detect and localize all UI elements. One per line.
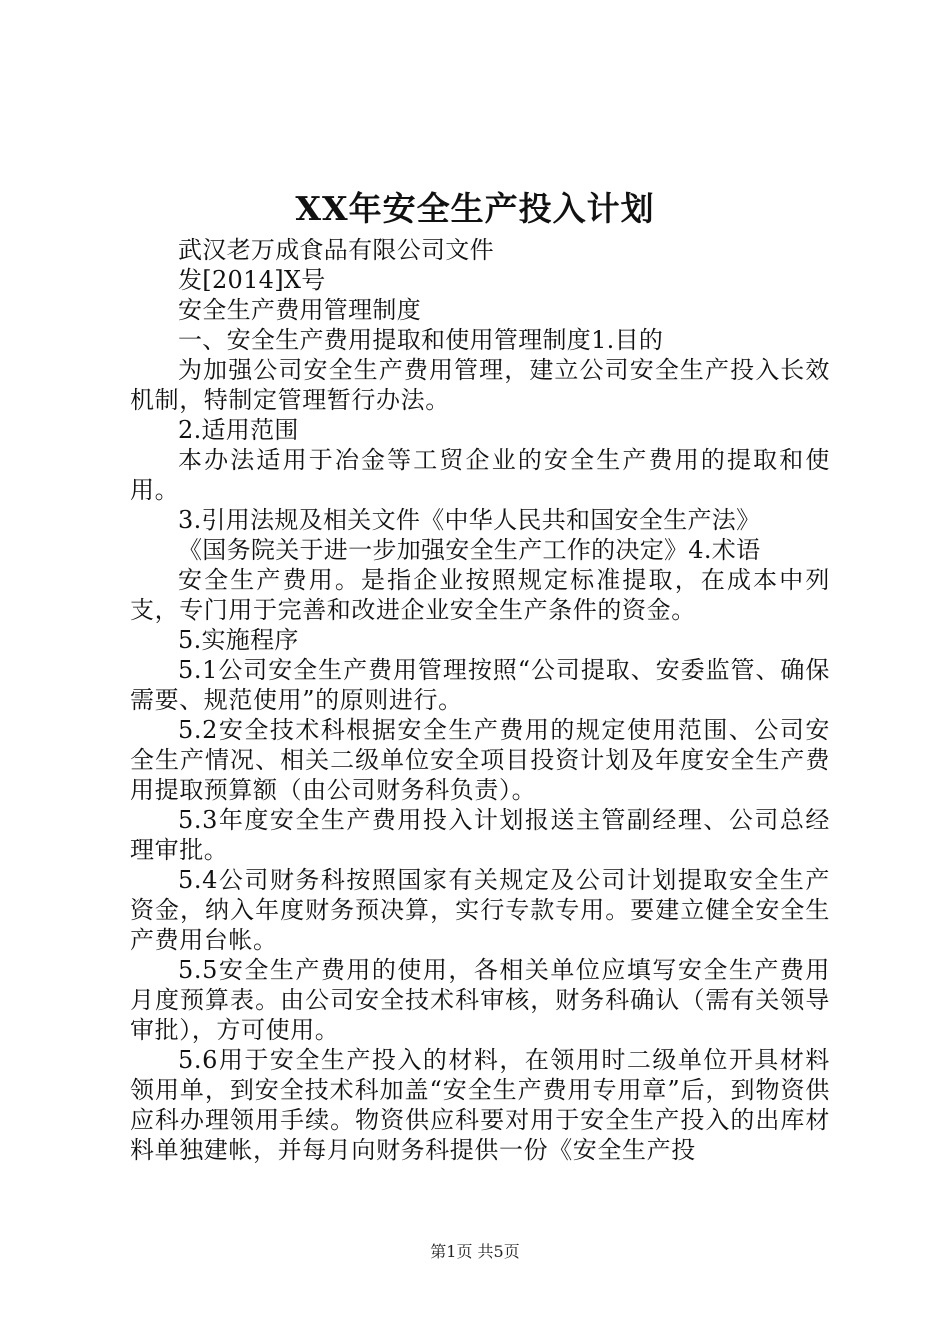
paragraph-5-3: 5.3年度安全生产费用投入计划报送主管副经理、公司总经理审批。 [130, 806, 830, 864]
paragraph-5-6: 5.6用于安全生产投入的材料，在领用时二级单位开具材料领用单，到安全技术科加盖“安全生产费用专用章”后，到物资供应科办理领用手续。物资供应科要对用于安全生产投入的出库材料单独建帐，并每月向财务科提供一份《安全生产投 [130, 1046, 830, 1164]
section-heading: 5.实施程序 [178, 626, 299, 654]
paragraph-purpose: 为加强公司安全生产费用管理，建立公司安全生产投入长效机制，特制定管理暂行办法。 [130, 356, 830, 414]
section-heading: 3.引用法规及相关文件《中华人民共和国安全生产法》 [178, 506, 761, 534]
paragraph-5-4: 5.4公司财务科按照国家有关规定及公司计划提取安全生产资金，纳入年度财务预决算，实行专款专用。要建立健全安全生产费用台帐。 [130, 866, 830, 954]
page-number: 第1页 共5页 [430, 1242, 520, 1261]
section-heading: 一、安全生产费用提取和使用管理制度1.目的 [178, 326, 664, 354]
document-body [130, 235, 830, 1165]
paragraph-5-1: 5.1公司安全生产费用管理按照“公司提取、安委监管、确保需要、规范使用”的原则进行。 [130, 656, 830, 714]
paragraph-definition: 安全生产费用。是指企业按照规定标准提取，在成本中列支，专门用于完善和改进企业安全生产条件的资金。 [130, 566, 830, 624]
reference-line: 《国务院关于进一步加强安全生产工作的决定》4.术语 [178, 536, 761, 564]
paragraph-5-2: 5.2安全技术科根据安全生产费用的规定使用范围、公司安全生产情况、相关二级单位安全项目投资计划及年度安全生产费用提取预算额（由公司财务科负责）。 [130, 716, 830, 804]
document-title: XX年安全生产投入计划 [295, 189, 655, 228]
document-number-line: 发[2014]X号 [178, 266, 326, 294]
paragraph-5-5: 5.5安全生产费用的使用，各相关单位应填写安全生产费用月度预算表。由公司安全技术科审核，财务科确认（需有关领导审批），方可使用。 [130, 956, 830, 1044]
regulation-title-line: 安全生产费用管理制度 [178, 296, 421, 324]
issuer-line: 武汉老万成食品有限公司文件 [178, 236, 494, 264]
paragraph-scope: 本办法适用于冶金等工贸企业的安全生产费用的提取和使用。 [130, 446, 830, 504]
section-heading: 2.适用范围 [178, 416, 299, 444]
